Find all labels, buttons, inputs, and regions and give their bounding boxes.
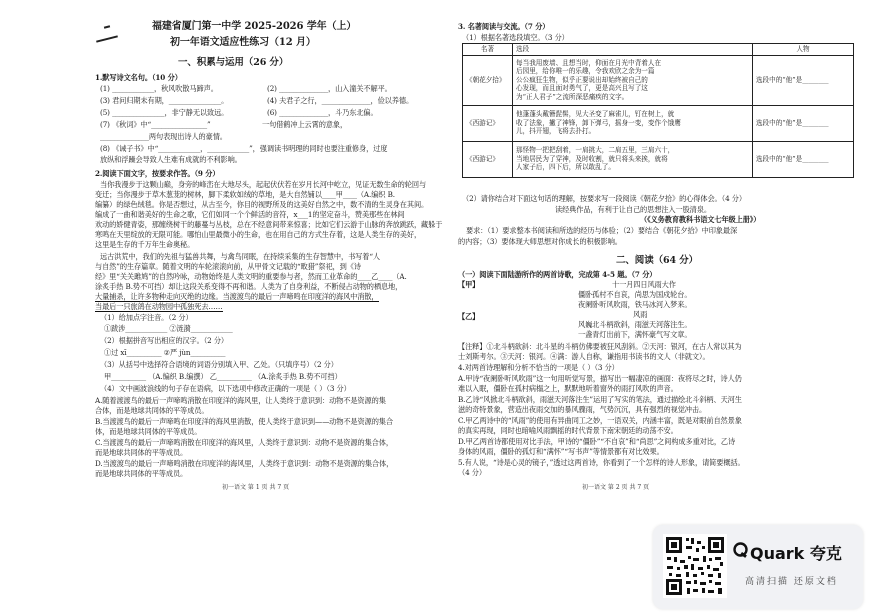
passage-line: 经》里“关关雎鸠”的自然吟咏，动物始终是人类文明的重要参与者，然而工业革命的____乙____（A. xyxy=(95,272,407,281)
question-3-heading: 3. 名著阅读与交流。（7 分） xyxy=(458,22,550,31)
table-header: 人物 xyxy=(752,44,853,56)
subquestion-line: （2）根据拼音写出相应的汉字。（2 分） xyxy=(100,336,229,345)
excerpt-line: 心发现，而且面对勇气了，更是高兴且写了这 xyxy=(516,84,648,93)
recite-line: (2) ______________，山入潼关不解平。 xyxy=(267,84,392,93)
option-line: 滋的奇特景象，营造出夜雨交加的暴风骤雨，气势沉沉，具有强烈的视觉冲击。 xyxy=(458,405,707,414)
question-5-line: 5.有人说，“诗是心灵的镜子，”透过这两首诗，你看到了一个怎样的诗人形象，请简要概括。 xyxy=(458,458,745,467)
annotation-line: 士刘斯考尔。③天河：银河。④满：游人自称，谦指用书读书的文人（非就文）。 xyxy=(458,352,710,361)
option-line: C.甲乙两诗中的“风雨”的使用有异曲同工之妙，一语双关，内涵丰富，既是对眼前自然景象 xyxy=(458,416,742,425)
recite-line: (1) ____________，秋风吹散马蹄声。 xyxy=(100,84,218,93)
exam-page-2 xyxy=(440,0,870,615)
option-line: 难以入眠，僵卧在孤村病榻之上，默默地听着窗外的雨打风吹的声音。 xyxy=(458,384,678,393)
passage-line: 编纂）的绿色绒毯。你是否想过，从古至今，你目的视野所及的这美好自然之中，数不清的生灵身在其间。 xyxy=(95,200,429,209)
quark-scan-badge xyxy=(653,525,863,609)
subquestion-line: （1）根据名著选段填空。（3 分） xyxy=(462,33,569,42)
passage-line: 与自然”的生存篇章。随着文明的车轮滚滚向前，从甲骨文记载的“畋猎”祭祀，到《诗 xyxy=(95,262,361,271)
option-line: B.乙诗“风掀北斗柄欲斜，雨滋天河落注生”运用了写实的笔法，通过描绘北斗斜柄、天河生 xyxy=(458,395,742,404)
quote-source: （《义务教育教科书语文七年级上册》） xyxy=(640,215,761,224)
excerpt-line: 收了法象，撇了神锋，卸下弹弓，摇身一变，变作个饿鹰 xyxy=(516,118,681,127)
excerpt-line: 后园里，给你唯一的乐趣，令我欢欣之余为一篇 xyxy=(516,67,655,76)
recite-line: 一句借鹤冲上云霄的意象， xyxy=(262,120,348,129)
poem-line: 僵卧孤村不自哀，尚思为国戍轮台。 xyxy=(578,290,692,299)
poem-title: 十一月四日风雨大作 xyxy=(612,280,676,289)
quark-tagline: 高清扫描 还原文档 xyxy=(745,577,838,587)
table-row xyxy=(463,55,854,105)
poem-line: 一盏青灯出前下，满怀豪气写文章。 xyxy=(578,330,692,339)
page-footer: 初一语文 第 1 页 共 7 页 xyxy=(222,484,290,491)
option-line: 而是地球共同体的平等成员。 xyxy=(95,448,188,457)
exam-title: 福建省厦门第一中学 2025-2026 学年（上） xyxy=(152,21,357,32)
recite-line: (5) _______________，非宁静无以致远。 xyxy=(100,108,229,117)
question-4-heading: 4.对两首诗理解和分析不恰当的一项是（ ）（3 分） xyxy=(458,363,619,372)
poem-line: 夜阑卧听风吹雨，铁马冰河入梦来。 xyxy=(578,300,692,309)
excerpt-line: 为“正人君子”之流所深恶痛疾的文字。 xyxy=(516,92,629,101)
wavy-underlined-sentence: 当最后一只旅鸽在动物园中孤独死去…… xyxy=(95,302,223,311)
section-heading: 二、阅读（64 分） xyxy=(616,255,699,266)
subquestion-line: （1）给加点字注音。（2 分） xyxy=(100,313,193,322)
person-blank: 选段中的“他”是________ xyxy=(752,105,853,141)
excerpt-line: 那怪物一把把刮着，一肩挑大，二肩五里，三肩六十， xyxy=(516,146,675,155)
option-line: B.当渡渡鸟的最后一声啼鸣在印度洋的海风里消散，使人类终于意识到——动物不是资源的集合 xyxy=(95,417,393,426)
pen-mark-dot xyxy=(104,25,110,28)
subquestion-line: 甲__________ （A.编织 B.编撰） 乙__________ （A.涂炙手热 B.势不可挡） xyxy=(104,372,342,381)
table-header: 选段 xyxy=(513,44,753,56)
excerpt-line: 儿，抖开翅，飞将去扑打。 xyxy=(516,127,596,136)
excerpt-line: 每当我用废墙、且想当时，仰面在月光中背着人在 xyxy=(516,58,662,67)
option-line: D.甲乙两首诗都使用对比手法，甲诗的“僵卧”“不自哀”和“尚思”之间构成多重对比，乙诗 xyxy=(458,437,736,446)
option-line: 合体，而是地球共同体的平等成员。 xyxy=(95,406,209,415)
passage-line: 变迁；当你漫步于草木葱茏的树林，脚下柔软如绒的草地，是大自然铺以____甲____（A.编织 B. xyxy=(95,190,395,199)
recite-line: (6) ______________，斗乃东北偏。 xyxy=(267,108,378,117)
option-line: 的真实再现，同时也暗喻风雨飘摇的时代背景下南宋朝廷的动荡不安。 xyxy=(458,426,678,435)
poem-line: 风巍北斗柄欲斜，雨滋天河落注生。 xyxy=(578,320,692,329)
person-blank: 选段中的“他”是________ xyxy=(752,55,853,105)
question-1-heading: 1.默写诗文名句。（10 分） xyxy=(95,73,182,82)
recite-line: (4) 夫君子之行，______________，俭以养德。 xyxy=(267,96,414,105)
requirement-line: 要求：（1）要求整本书阅读和所选的经历与体验；（2）要结合《朝花夕拾》中印象最深 xyxy=(466,226,738,235)
excerpt-line: 公公疯狂生物，似乎正要说出却始终被自己的 xyxy=(516,75,648,84)
excerpt-line: 他蓬蓬头戴簪髭髻，见大圣变了麻雀儿，钉在树上，就 xyxy=(516,110,675,119)
recite-line: ______________两句表现出诗人的豪情。 xyxy=(100,132,227,141)
table-header-row xyxy=(463,44,854,56)
recite-line: (7) 《秋词》中“________________” xyxy=(100,120,211,129)
book-title: 《西游记》 xyxy=(463,105,513,141)
option-line: 身体的风雨，僵卧的孤灯和“满怀”“写书声”等情景都有对比效果。 xyxy=(458,447,664,456)
wavy-underlined-sentence: 大量捕杀，让许多物种走向灭绝的边缘。当渡渡鸟的最后一声啼鸣在印度洋的海风中消散， xyxy=(95,292,379,301)
poem-title: 风雨 xyxy=(633,310,648,319)
option-line: A.随着渡渡鸟的最后一声啼鸣消散在印度洋的海风里，让人类终于意识到：动物不是资源的集 xyxy=(95,396,386,405)
question-2-heading: 2.阅读下面文字，按要求作答。（9 分） xyxy=(95,169,220,178)
option-line: D.当渡渡鸟的最后一声啼鸣消散在印度洋的海风里，人类终于意识到：动物不是资源的集合体， xyxy=(95,459,394,468)
recite-line: (8) 《诫子书》中“____________，____________”，强调读书明理的同时也要注重修身，过度 xyxy=(100,144,388,153)
book-title: 《西游记》 xyxy=(463,141,513,177)
book-title: 《朝花夕拾》 xyxy=(463,55,513,105)
option-line: 而是地球共同体的平等成员。 xyxy=(95,469,188,478)
recite-line: (3) 君问归期未有期，_______________。 xyxy=(100,96,229,105)
excerpt-cell xyxy=(513,141,753,177)
section-heading: 一、积累与运用（26 分） xyxy=(178,57,289,68)
classics-table xyxy=(462,43,854,178)
passage-line: 编成了一曲和谐美好的生命之歌，它们如同一个个鲜活的音符，x___1的坚定奋斗，赞美那些在林间 xyxy=(95,210,405,219)
qr-code-icon xyxy=(663,534,727,598)
quark-logo-icon xyxy=(733,542,749,558)
requirement-line: 的内容；（3）要体现大师思想对你成长的积极影响。 xyxy=(458,237,622,246)
passage-line: 寒鸣在天里绽放的无限可能。哪怕山里最微小的生命，也在用自己的方式生存着，这是人类生存的美好， xyxy=(95,230,422,239)
excerpt-cell xyxy=(513,55,753,105)
excerpt-cell xyxy=(513,105,753,141)
poem-tag: 【乙】 xyxy=(458,312,480,321)
subquestion-line: ①过 xī__________ ②严 jùn__________ xyxy=(104,348,226,357)
reading-heading: （一）阅读下面陆游所作的两首诗歌，完成第 4-5 题。（7 分） xyxy=(458,270,657,279)
passage-line: 涂炙手热 B.势不可挡）却让这段关系变得不再和谐。人类为了自身利益，不断侵占动物的栖息地， xyxy=(95,282,403,291)
person-blank: 选段中的“他”是________ xyxy=(752,141,853,177)
passage-line: 当你我漫步于这颗山巅，身旁的峰峦在大地尽头，起起伏伏若在岁月长河中屹立，见证无数生命的轮回与 xyxy=(100,180,427,189)
table-row xyxy=(463,105,854,141)
option-line: 体，而是地球共同体的平等成员。 xyxy=(95,427,202,436)
pen-mark xyxy=(96,35,118,42)
poem-tag: 【甲】 xyxy=(458,280,480,289)
subquestion-line: ①跋涉____________ ②涟漪____________ xyxy=(104,324,233,333)
option-line: C.当渡渡鸟的最后一声啼鸣消散在印度洋的海风里，人类终于意识到：动物不是资源的集合体， xyxy=(95,438,393,447)
subquestion-line: （2）请你结合对下面这句话的理解，按要求写一段阅读《朝花夕拾》的心得体会。（4 分） xyxy=(462,194,746,203)
quark-brand: Quark 夸克 xyxy=(750,544,842,563)
quote-line: 读经典作品，有利于让自己的思想注入一股清泉。 xyxy=(555,205,711,214)
subquestion-line: （4）文中画波浪线的句子存在语病，以下选项中修改正确的一项是（ ）（3 分） xyxy=(100,384,351,393)
passage-line: 远古洪荒中，我们的先祖与猛兽共舞，与禽鸟同眠，在持续采集的生存智慧中，书写着“人 xyxy=(100,252,380,261)
question-5-line: （4 分） xyxy=(458,468,486,477)
subquestion-line: （3）从括号中选择符合语境的词语分别填入甲、乙处。（只填序号）（2 分） xyxy=(100,360,338,369)
table-header: 名著 xyxy=(463,44,513,56)
table-row xyxy=(463,141,854,177)
annotation-line: 【注释】①北斗柄欲斜：北斗星的斗柄仿佛要被狂风刮斜。②天河：银河，在古人常以其为 xyxy=(458,342,742,351)
passage-line: 这里是生存的千万年生命奥秘。 xyxy=(95,240,195,249)
recite-line: 放纵和浮躁会导致人生难有成就的不利影响。 xyxy=(100,155,242,164)
option-line: A.甲诗“夜阑卧听风吹雨”这一句用听觉写景，描写出一幅凄凉的画面：夜将尽之时，诗人仍 xyxy=(458,374,742,383)
excerpt-line: 人家子后，四下后，所以敢乱了。 xyxy=(516,163,615,172)
exam-subtitle: 初一年语文适应性练习（12 月） xyxy=(170,37,316,48)
excerpt-line: 当地居民为了穿神，及时收割，就只将头来挨，就将 xyxy=(516,154,668,163)
page-footer: 初一语文 第 2 页 共 7 页 xyxy=(582,484,650,491)
passage-line: 欢动的娇健青姿，那缠绕树干的藤蔓与丛枝，总在不经意间带来惊喜；比如它们云游于山脉的奔放跳跃，藏躲于 xyxy=(95,220,443,229)
